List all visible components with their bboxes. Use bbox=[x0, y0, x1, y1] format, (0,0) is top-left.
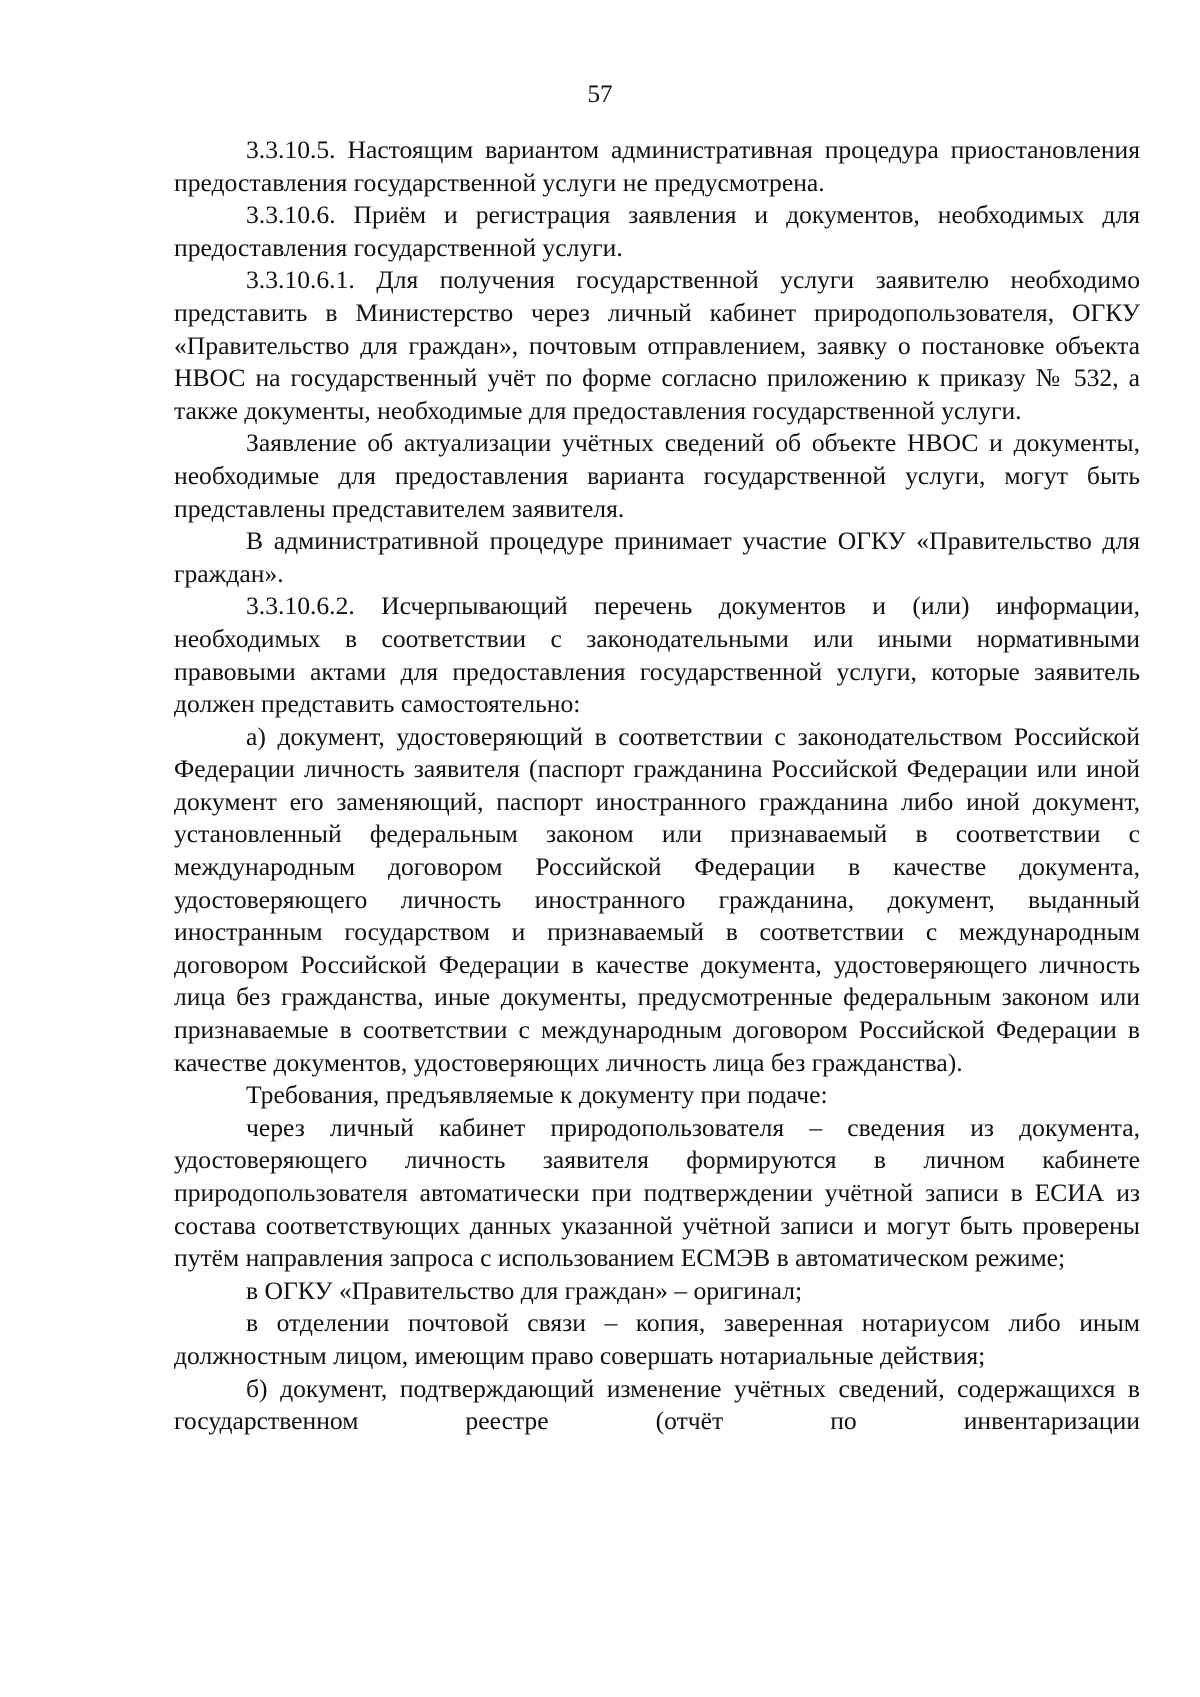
list-item-a: а) документ, удостоверяющий в соответствии с законодательством Российской Федерации личность заявителя (паспорт гражданина Российской Федерации или иной документ его заменяющий, паспорт иностранного гражданина либо иной документ, установленный федеральным законом или признаваемый в соответствии с международным договором Российской Федерации в качестве документа, удостоверяющего личность иностранного гражданина, документ, выданный иностранным государством и признаваемый в соответствии с международным договором Российской Федерации в качестве документа, удостоверяющего личность лица без гражданства, иные документы, предусмотренные федеральным законом или признаваемые в соответствии с международным договором Российской Федерации в качестве документов, удостоверяющих личность лица без гражданства). bbox=[174, 721, 1140, 1077]
paragraph-requirements: Требования, предъявляемые к документу при подаче: bbox=[246, 1080, 828, 1110]
requirement-personal-account: через личный кабинет природопользователя – сведения из документа, удостоверяющего личность заявителя формируются в личном кабинете природопользователя автоматически при подтверждении учётной записи в ЕСИА из состава соответствующих данных указанной учётной записи и могут быть проверены путём направления запроса с использованием ЕСМЭВ в автоматическом режиме; bbox=[174, 1112, 1140, 1273]
list-item-b: б) документ, подтверждающий изменение учётных сведений, содержащихся в государственном реестре (отчёт по инвентаризации bbox=[174, 1373, 1140, 1436]
requirement-post-office: в отделении почтовой связи – копия, заверенная нотариусом либо иным должностным лицом, имеющим право совершать нотариальные действия; bbox=[174, 1308, 1140, 1370]
document-body bbox=[174, 134, 1140, 1438]
paragraph-3-3-10-6: 3.3.10.6. Приём и регистрация заявления и документов, необходимых для предоставления государственной услуги. bbox=[174, 200, 1140, 262]
page-number: 57 bbox=[587, 81, 613, 108]
paragraph-3-3-10-6-1: 3.3.10.6.1. Для получения государственной услуги заявителю необходимо представить в Министерство через личный кабинет природопользователя, ОГКУ «Правительство для граждан», почтовым отправлением, заявку о постановке объекта НВОС на государственный учёт по форме согласно приложению к приказу № 532, а также документы, необходимые для предоставления государственной услуги. bbox=[174, 265, 1140, 425]
paragraph-3-3-10-5: 3.3.10.5. Настоящим вариантом административная процедура приостановления предоставления государственной услуги не предусмотрена. bbox=[174, 135, 1140, 197]
paragraph-participation: В административной процедуре принимает участие ОГКУ «Правительство для граждан». bbox=[174, 526, 1140, 588]
paragraph-representative: Заявление об актуализации учётных сведений об объекте НВОС и документы, необходимые для предоставления варианта государственной услуги, могут быть представлены представителем заявителя. bbox=[174, 428, 1140, 523]
requirement-ogku: в ОГКУ «Правительство для граждан» – оригинал; bbox=[246, 1275, 803, 1305]
paragraph-3-3-10-6-2: 3.3.10.6.2. Исчерпывающий перечень документов и (или) информации, необходимых в соответствии с законодательными или иными нормативными правовыми актами для предоставления государственной услуги, которые заявитель должен представить самостоятельно: bbox=[174, 591, 1140, 719]
